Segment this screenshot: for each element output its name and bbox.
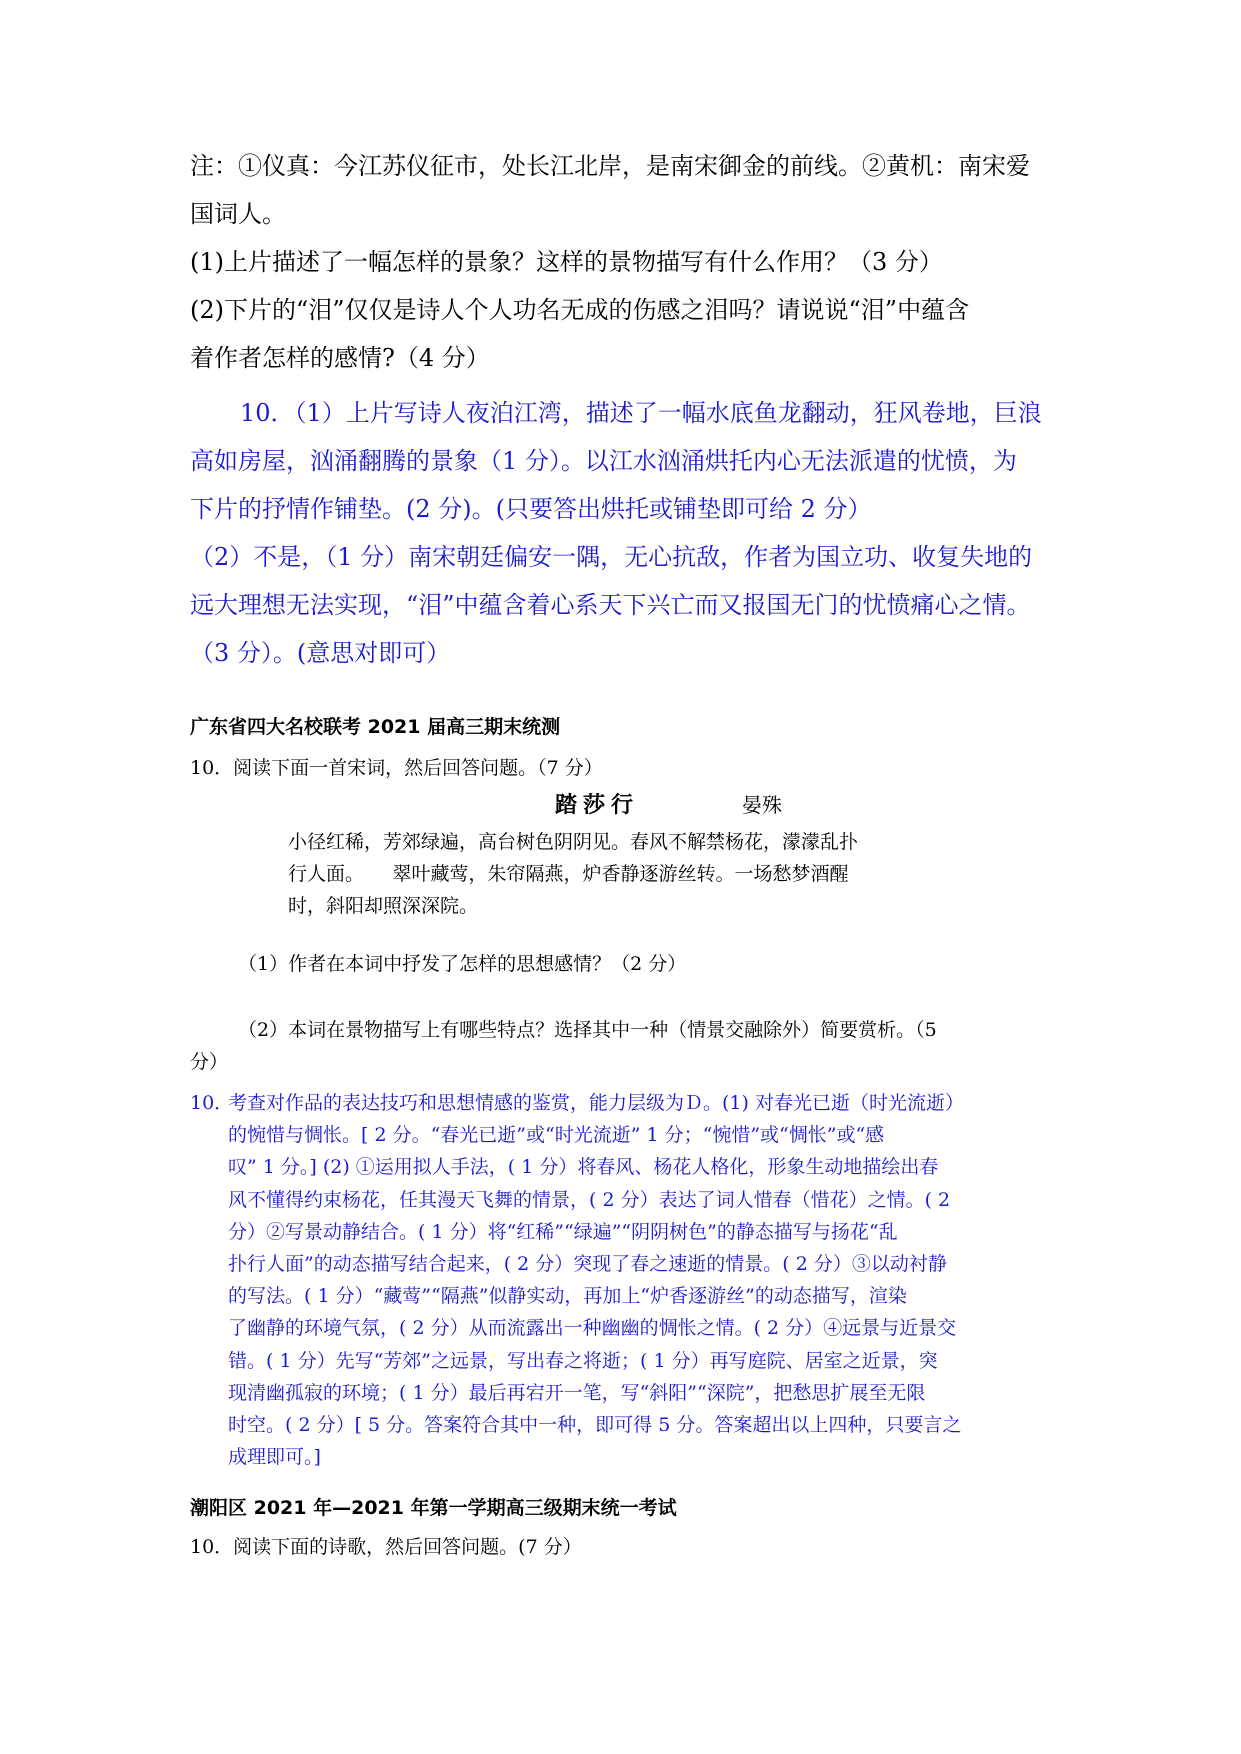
poem-author: 晏殊	[742, 793, 782, 817]
answer-line: 远大理想无法实现，“泪”中蕴含着心系天下兴亡而又报国无门的忧愤痛心之情。	[190, 591, 1031, 619]
poem-line: 小径红稀，芳郊绿遍，高台树色阴阴见。春风不解禁杨花，濛濛乱扑	[288, 831, 859, 853]
answer-line: 分）②写景动静结合。( 1 分）将“红稀”“绿遍”“阴阴树色”的静态描写与扬花“乱	[228, 1220, 898, 1243]
question-2-line: （2）本词在景物描写上有哪些特点？选择其中一种（情景交融除外）简要赏析。（5	[238, 1019, 937, 1041]
section3-intro: 10．阅读下面的诗歌，然后回答问题。(7 分）	[190, 1536, 582, 1558]
section2-header: 广东省四大名校联考 2021 届高三期末统测	[190, 716, 561, 738]
poem-line: 行人面。 翠叶藏莺，朱帘隔燕，炉香静逐游丝转。一场愁梦酒醒	[288, 863, 849, 885]
section2-intro: 10．阅读下面一首宋词，然后回答问题。（7 分）	[190, 757, 603, 779]
question-2-line: (2)下片的“泪”仅仅是诗人个人功名无成的伤感之泪吗？请说说“泪”中蕴含	[190, 296, 970, 324]
section1-notes-questions	[190, 142, 1062, 382]
answer-line: 的写法。( 1 分）“藏莺”“隔燕”似静实动，再加上“炉香逐游丝”的动态描写，渲染	[228, 1285, 907, 1308]
answer-line: 的惋惜与惆怅。[ 2 分。“春光已逝”或“时光流逝” 1 分；“惋惜”或“惆怅”或“感	[228, 1124, 885, 1147]
answer-line: 现清幽孤寂的环境；( 1 分）最后再宕开一笔，写“斜阳”“深院”，把愁思扩展至无限	[228, 1381, 926, 1404]
answer-line: 风不懂得约束杨花，任其漫天飞舞的情景，( 2 分）表达了词人惜春（惜花）之情。( 2	[228, 1188, 951, 1211]
poem-line: 时，斜阳却照深深院。	[288, 895, 479, 917]
answer-line: （2）不是，（1 分）南宋朝廷偏安一隅，无心抗敌，作者为国立功、收复失地的	[190, 543, 1033, 571]
answer-line: 高如房屋，汹涌翻腾的景象（1 分）。以江水汹涌烘托内心无法派遣的忧愤，为	[190, 447, 1017, 475]
question-1: (1)上片描述了一幅怎样的景象？这样的景物描写有什么作用？（3 分）	[190, 248, 943, 276]
answer-line: 10．（1）上片写诗人夜泊江湾，描述了一幅水底鱼龙翻动，狂风卷地，巨浪	[240, 399, 1042, 427]
section1-answer	[190, 389, 1062, 677]
answer-line: 成理即可。]	[228, 1446, 321, 1469]
answer-number: 10．	[190, 1092, 234, 1114]
question-2-line: 分）	[190, 1051, 229, 1073]
answer-line: 叹” 1 分。] (2) ①运用拟人手法，( 1 分）将春风、杨花人格化，形象生动地描绘出春	[228, 1156, 939, 1179]
question-2-line: 着作者怎样的感情?（4 分）	[190, 344, 490, 372]
answer-line: 扑行人面”的动态描写结合起来，( 2 分）突现了春之速逝的情景。( 2 分）③以动衬静	[228, 1253, 947, 1276]
section2-question-1: （1）作者在本词中抒发了怎样的思想感情？（2 分）	[238, 953, 687, 975]
answer-line: 错。( 1 分）先写“芳郊”之远景，写出春之将逝；( 1 分）再写庭院、居室之近景，突	[228, 1349, 938, 1372]
note-line: 注：①仪真：今江苏仪征市，处长江北岸，是南宋御金的前线。②黄机：南宋爱	[190, 152, 1030, 180]
poem-body	[288, 826, 948, 922]
answer-body	[228, 1087, 1062, 1473]
answer-line: 时空。( 2 分）[ 5 分。答案符合其中一种，即可得 5 分。答案超出以上四种，只要言之	[228, 1414, 962, 1437]
section2-answer	[190, 1087, 1062, 1473]
poem-title: 踏莎行	[555, 792, 640, 818]
answer-line: 了幽静的环境气氛，( 2 分）从而流露出一种幽幽的惆怅之情。( 2 分）④远景与近景交	[228, 1317, 957, 1340]
answer-line: （3 分）。(意思对即可）	[190, 639, 451, 667]
note-line: 国词人。	[190, 200, 286, 228]
section3-header: 潮阳区 2021 年—2021 年第一学期高三级期末统一考试	[190, 1497, 677, 1519]
section2-question-2	[190, 1014, 1062, 1078]
answer-line: 下片的抒情作铺垫。(2 分)。(只要答出烘托或铺垫即可给 2 分）	[190, 495, 872, 523]
answer-line: 考查对作品的表达技巧和思想情感的鉴赏，能力层级为Ｄ。(1) 对春光已逝（时光流逝）	[228, 1092, 964, 1114]
